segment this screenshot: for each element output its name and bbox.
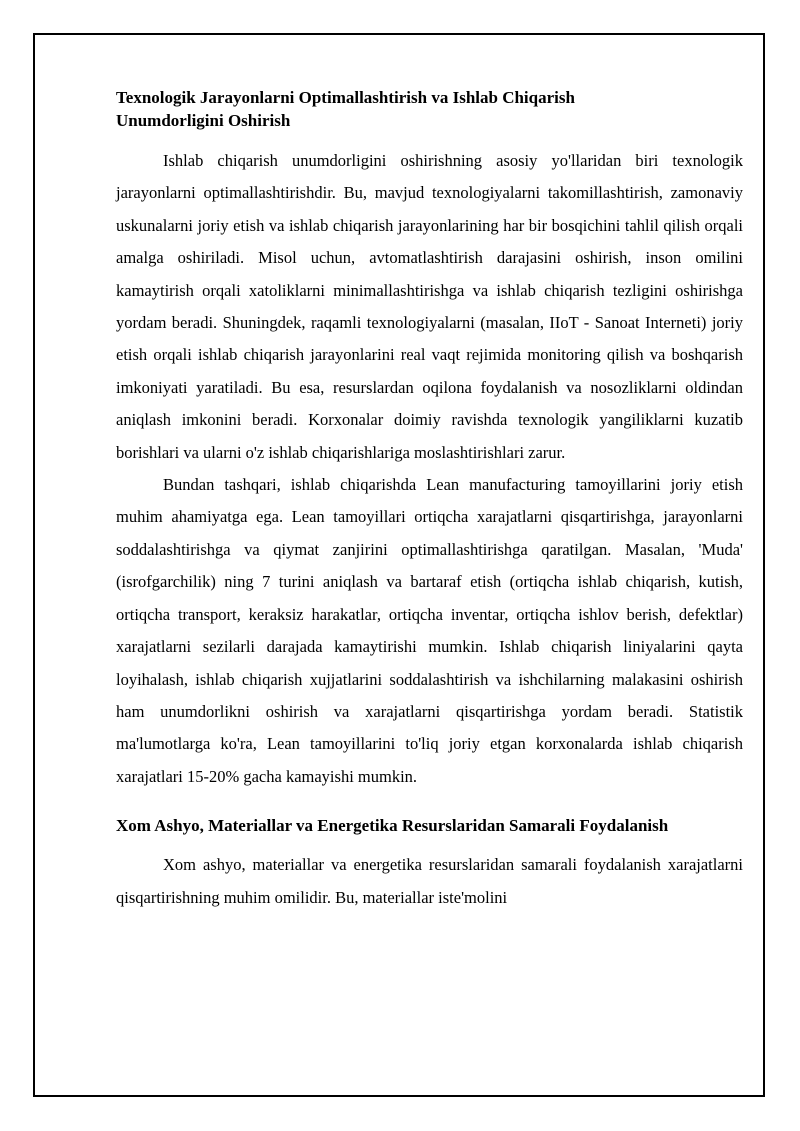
section-heading-technology: Texnologik Jarayonlarni Optimallashtirish va Ishlab Chiqarish Unumdorligini Oshirish — [116, 88, 575, 130]
document-body — [116, 86, 743, 914]
paragraph-technology-optimization: Ishlab chiqarish unumdorligini oshirishning asosiy yo'llaridan biri texnologik jarayonlarni optimallashtirishdir. Bu, mavjud texnologiyalarni takomillashtirish, zamonaviy uskunalarni joriy etish va ishlab chiqarish jarayonlarining har bir bosqichini tahlil qilish orqali amalga oshiriladi. Misol uchun, avtomatlashtirish darajasini oshirish, inson omilini kamaytirish orqali xatoliklarni minimallashtirishga va ishlab chiqarish tezligini oshirishga yordam beradi. Shuningdek, raqamli texnologiyalarni (masalan, IIoT - Sanoat Interneti) joriy etish orqali ishlab chiqarish jarayonlarini real vaqt rejimida monitoring qilish va boshqarish imkoniyati yaratiladi. Bu esa, resurslardan oqilona foydalanish va nosozliklarni oldindan aniqlash imkonini beradi. Korxonalar doimiy ravishda texnologik yangiliklarni kuzatib borishlari va ularni o'z ishlab chiqarishlariga moslashtirishlari zarur. — [116, 151, 743, 462]
paragraph-resources: Xom ashyo, materiallar va energetika resurslaridan samarali foydalanish xarajatlarni qisqartirishning muhim omilidir. Bu, materiallar iste'molini — [116, 855, 743, 907]
paragraph-lean-manufacturing: Bundan tashqari, ishlab chiqarishda Lean manufacturing tamoyillarini joriy etish muhim ahamiyatga ega. Lean tamoyillari ortiqcha xarajatlarni qisqartirishga, jarayonlarni soddalashtirishga va qiymat zanjirini optimallashtirishga qaratilgan. Masalan, 'Muda' (isrofgarchilik) ning 7 turini aniqlash va bartaraf etish (ortiqcha ishlab chiqarish, kutish, ortiqcha transport, keraksiz harakatlar, ortiqcha inventar, ortiqcha ishlov berish, defektlar) xarajatlarni sezilarli darajada kamaytirishi mumkin. Ishlab chiqarish liniyalarini qayta loyihalash, ishlab chiqarish xujjatlarini soddalashtirish va ishchilarning malakasini oshirish ham unumdorlikni oshirish va xarajatlarni qisqartirishga yordam beradi. Statistik ma'lumotlarga ko'ra, Lean tamoyillarini to'liq joriy etgan korxonalarda ishlab chiqarish xarajatlari 15-20% gacha kamayishi mumkin. — [116, 475, 743, 786]
section-heading-resources: Xom Ashyo, Materiallar va Energetika Resurslaridan Samarali Foydalanish — [116, 816, 669, 836]
